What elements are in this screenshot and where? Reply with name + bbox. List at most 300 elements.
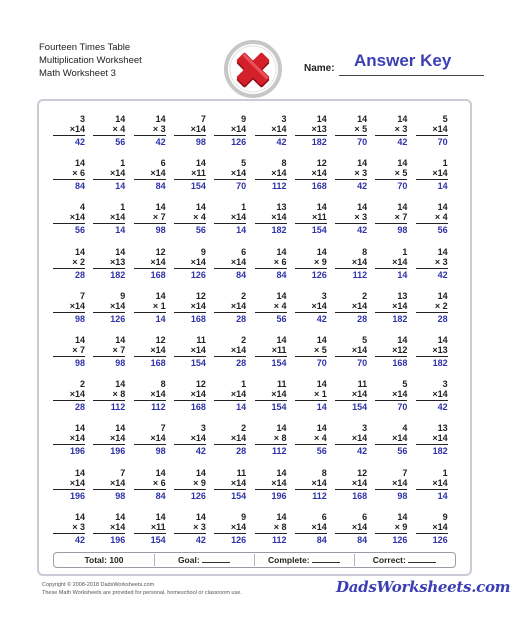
answer-rule	[255, 312, 287, 313]
problem	[255, 291, 287, 329]
multiplicand: 12	[195, 379, 206, 390]
answer: 196	[271, 490, 287, 501]
multiplicand: 1	[402, 246, 408, 257]
answer: 42	[397, 137, 408, 147]
answer: 42	[276, 137, 287, 147]
problem	[255, 512, 287, 550]
problem-grid	[39, 101, 470, 574]
problem	[134, 512, 166, 550]
answer: 42	[357, 181, 368, 192]
multiplier: ×14	[230, 212, 247, 223]
multiplicand: 13	[437, 423, 448, 434]
answer: 84	[155, 490, 166, 501]
answer-rule	[134, 356, 166, 357]
multiplicand: 14	[115, 511, 126, 522]
answer-key-label: Answer Key	[354, 51, 452, 70]
multiplier: ×14	[110, 212, 126, 223]
answer: 42	[437, 269, 448, 280]
answer-rule	[214, 400, 246, 401]
answer: 154	[271, 358, 287, 368]
multiplier: ×14	[69, 433, 85, 444]
problem	[255, 114, 287, 152]
multiplicand: 7	[402, 467, 408, 478]
complete-blank	[312, 553, 340, 563]
problem	[255, 468, 287, 506]
multiplicand: 4	[402, 423, 408, 434]
problem	[295, 291, 327, 329]
multiplier: ×14	[392, 256, 408, 267]
problem	[295, 423, 327, 461]
answer: 168	[150, 358, 166, 368]
problem	[53, 335, 85, 373]
multiplicand: 12	[357, 467, 368, 478]
multiplier: ×14	[271, 389, 287, 400]
answer: 112	[271, 181, 287, 192]
multiplicand: 2	[79, 379, 85, 390]
goal-label: Goal:	[177, 555, 200, 565]
answer-rule	[93, 356, 125, 357]
multiplier: ×14	[69, 124, 85, 134]
answer: 98	[155, 225, 166, 236]
multiplier: ×14	[392, 433, 408, 444]
multiplicand: 1	[120, 202, 126, 213]
multiplicand: 11	[276, 379, 287, 390]
problem	[375, 247, 407, 285]
multiplier: × 7	[72, 345, 85, 355]
answer-rule	[134, 400, 166, 401]
multiplicand: 3	[79, 114, 85, 124]
answer: 28	[357, 313, 368, 324]
multiplicand: 7	[160, 423, 166, 434]
multiplicand: 6	[241, 246, 247, 257]
answer-rule	[214, 356, 246, 357]
multiplier: × 7	[112, 345, 126, 355]
problem	[174, 247, 206, 285]
answer: 42	[437, 402, 448, 413]
answer: 14	[397, 269, 408, 280]
multiplier: ×13	[110, 256, 126, 267]
answer-rule	[93, 268, 125, 269]
answer-rule	[255, 444, 287, 445]
problem	[335, 158, 367, 196]
multiplicand: 14	[115, 335, 126, 345]
multiplier: ×14	[150, 345, 166, 355]
multiplier: × 4	[193, 212, 206, 223]
problem	[416, 247, 448, 285]
problem	[335, 512, 367, 550]
problem	[295, 379, 327, 417]
multiplicand: 14	[316, 379, 327, 390]
answer: 154	[271, 402, 287, 413]
problem	[53, 202, 85, 240]
answer-rule	[295, 356, 327, 357]
answer: 98	[155, 446, 166, 457]
answer-rule	[214, 312, 246, 313]
multiplier: × 6	[273, 256, 287, 267]
answer-rule	[93, 135, 125, 136]
answer-rule	[255, 356, 287, 357]
problem	[53, 158, 85, 196]
problem	[335, 291, 367, 329]
answer: 28	[74, 402, 85, 413]
answer-rule	[93, 489, 125, 490]
answer: 14	[437, 490, 448, 501]
answer-rule	[335, 400, 367, 401]
answer: 98	[397, 490, 408, 501]
answer: 168	[190, 402, 206, 413]
multiplier: ×14	[351, 345, 368, 355]
answer-rule	[255, 179, 287, 180]
problem	[214, 379, 246, 417]
multiplicand: 8	[362, 246, 368, 257]
multiplicand: 6	[362, 511, 368, 522]
answer: 14	[115, 181, 126, 192]
answer: 14	[316, 402, 327, 413]
multiplier: ×14	[230, 433, 247, 444]
answer: 126	[231, 534, 247, 545]
problem	[214, 202, 246, 240]
answer: 70	[357, 358, 368, 368]
problem	[174, 468, 206, 506]
answer: 56	[397, 446, 408, 457]
problem	[416, 114, 448, 152]
multiplicand: 14	[437, 290, 448, 301]
title-line-2: Multiplication Worksheet	[39, 55, 142, 66]
answer: 112	[352, 269, 368, 280]
answer: 56	[316, 446, 327, 457]
answer: 84	[236, 269, 247, 280]
answer: 196	[110, 534, 126, 545]
answer-rule	[375, 400, 407, 401]
problem	[375, 158, 407, 196]
multiplier: × 7	[394, 212, 408, 223]
answer-rule	[375, 533, 407, 534]
multiplicand: 3	[362, 423, 368, 434]
problem	[53, 291, 85, 329]
problem	[53, 247, 85, 285]
correct-blank	[408, 553, 436, 563]
multiplicand: 14	[115, 423, 126, 434]
answer: 154	[150, 534, 166, 545]
answer-rule	[134, 268, 166, 269]
answer-rule	[214, 179, 246, 180]
multiplier: ×13	[311, 124, 327, 134]
problem	[93, 247, 125, 285]
multiplier: ×14	[392, 477, 408, 488]
multiplier: × 3	[434, 256, 448, 267]
answer-rule	[53, 444, 85, 445]
answer: 196	[69, 446, 85, 457]
answer-rule	[134, 179, 166, 180]
multiplier: ×11	[312, 212, 327, 223]
multiplier: × 6	[152, 477, 166, 488]
answer: 98	[115, 490, 126, 501]
answer-rule	[375, 444, 407, 445]
answer-rule	[174, 135, 206, 136]
answer-rule	[335, 268, 367, 269]
multiplicand: 9	[241, 511, 247, 522]
multiplier: ×11	[191, 168, 206, 179]
answer-rule	[375, 356, 407, 357]
multiplicand: 9	[200, 246, 206, 257]
multiplier: ×14	[392, 389, 408, 400]
complete-field	[254, 553, 354, 567]
answer: 42	[155, 137, 166, 147]
multiplier: ×14	[150, 433, 166, 444]
answer-rule	[174, 223, 206, 224]
answer: 154	[190, 358, 206, 368]
multiplicand: 14	[155, 114, 166, 124]
multiplicand: 11	[236, 467, 247, 478]
multiplicand: 14	[276, 335, 287, 345]
multiplier: ×14	[190, 433, 206, 444]
answer-rule	[335, 135, 367, 136]
answer-rule	[53, 533, 85, 534]
problem	[335, 202, 367, 240]
problem	[255, 158, 287, 196]
multiplier: × 6	[72, 168, 85, 179]
multiplicand: 9	[120, 290, 126, 301]
answer-rule	[53, 400, 85, 401]
multiplicand: 14	[74, 158, 85, 169]
multiplier: ×14	[432, 521, 448, 532]
answer-rule	[375, 489, 407, 490]
answer-rule	[174, 444, 206, 445]
answer: 98	[115, 358, 126, 368]
answer: 56	[437, 225, 448, 236]
correct-label: Correct:	[372, 555, 406, 565]
answer: 126	[311, 269, 327, 280]
answer: 98	[397, 225, 408, 236]
title-line-3: Math Worksheet 3	[39, 68, 116, 79]
answer: 56	[115, 137, 126, 147]
answer-rule	[174, 489, 206, 490]
answer: 70	[357, 137, 368, 147]
multiplier: × 5	[314, 345, 327, 355]
multiplier: ×11	[271, 345, 287, 355]
answer-rule	[93, 179, 125, 180]
multiplier: × 5	[394, 168, 408, 179]
multiplicand: 14	[195, 467, 206, 478]
problem	[416, 291, 448, 329]
multiplicand: 6	[321, 511, 327, 522]
problem	[93, 468, 125, 506]
multiplicand: 14	[357, 202, 368, 213]
multiplicand: 2	[241, 335, 247, 345]
answer: 56	[74, 225, 85, 236]
answer-rule	[295, 223, 327, 224]
multiplier: ×14	[230, 345, 247, 355]
answer-rule	[416, 444, 448, 445]
answer: 168	[150, 269, 166, 280]
answer: 168	[190, 313, 206, 324]
multiplier: × 3	[394, 124, 408, 134]
problem	[335, 335, 367, 373]
answer-rule	[335, 489, 367, 490]
multiplier: ×14	[190, 124, 206, 134]
answer-rule	[335, 533, 367, 534]
multiplicand: 14	[357, 158, 368, 169]
problem	[93, 158, 125, 196]
answer: 28	[74, 269, 85, 280]
answer: 70	[397, 402, 408, 413]
answer: 112	[312, 490, 327, 501]
multiplicand: 14	[276, 246, 287, 257]
answer-rule	[335, 444, 367, 445]
problem	[416, 158, 448, 196]
problem	[375, 202, 407, 240]
answer: 56	[195, 225, 206, 236]
problem	[134, 247, 166, 285]
answer-rule	[174, 356, 206, 357]
answer: 98	[195, 137, 206, 147]
multiplier: ×14	[230, 168, 247, 179]
answer: 28	[236, 446, 247, 457]
problem	[174, 512, 206, 550]
problem	[93, 202, 125, 240]
multiplicand: 14	[195, 511, 206, 522]
problem	[416, 202, 448, 240]
problem	[255, 423, 287, 461]
answer-rule	[295, 533, 327, 534]
answer-rule	[53, 489, 85, 490]
multiplicand: 14	[74, 246, 85, 257]
problem	[174, 291, 206, 329]
multiplier: ×14	[351, 477, 368, 488]
multiplicand: 14	[74, 467, 85, 478]
multiplicand: 3	[321, 290, 327, 301]
total-label: Total: 100	[84, 555, 124, 565]
multiplier: × 3	[152, 124, 166, 134]
multiplicand: 14	[397, 511, 408, 522]
multiplicand: 14	[195, 202, 206, 213]
multiplicand: 14	[74, 511, 85, 522]
copyright-notice	[42, 581, 242, 597]
multiplicand: 14	[155, 511, 166, 522]
answer: 126	[432, 534, 448, 545]
answer-rule	[174, 179, 206, 180]
answer-rule	[134, 489, 166, 490]
multiplier: ×14	[190, 256, 206, 267]
answer-rule	[53, 356, 85, 357]
multiplier: × 3	[72, 521, 85, 532]
answer: 28	[236, 313, 247, 324]
answer: 182	[271, 225, 287, 236]
problem	[255, 202, 287, 240]
problem	[53, 468, 85, 506]
problem	[214, 158, 246, 196]
problem	[295, 158, 327, 196]
multiplicand: 14	[74, 335, 85, 345]
problem	[255, 335, 287, 373]
answer: 84	[316, 534, 327, 545]
problem	[134, 335, 166, 373]
multiplicand: 14	[276, 467, 287, 478]
copyright-line-2: These Math Worksheets are provided for personal, homeschool or classroom use.	[42, 590, 242, 596]
problem	[375, 423, 407, 461]
answer-rule	[174, 268, 206, 269]
problem	[53, 423, 85, 461]
problem	[375, 114, 407, 152]
multiplicand: 12	[155, 335, 166, 345]
answer-rule	[93, 400, 125, 401]
problem	[174, 423, 206, 461]
answer-rule	[134, 533, 166, 534]
problem	[93, 114, 125, 152]
answer-rule	[53, 223, 85, 224]
problem	[214, 512, 246, 550]
answer-rule	[416, 400, 448, 401]
problem	[375, 291, 407, 329]
name-field	[304, 51, 484, 78]
problem	[214, 114, 246, 152]
multiplier: ×14	[351, 300, 368, 311]
multiplicand: 14	[316, 423, 327, 434]
problem	[134, 158, 166, 196]
problem	[335, 468, 367, 506]
multiplicand: 14	[155, 202, 166, 213]
problem	[416, 512, 448, 550]
answer: 98	[74, 358, 85, 368]
problem	[295, 512, 327, 550]
multiplier: ×14	[432, 168, 448, 179]
multiplicand: 8	[281, 158, 287, 169]
multiplier: ×14	[69, 389, 85, 400]
answer: 42	[316, 313, 327, 324]
multiplier: ×14	[432, 433, 448, 444]
problem	[93, 335, 125, 373]
brand-logo[interactable]: DadsWorksheets.com	[336, 578, 511, 596]
multiplier: × 3	[193, 521, 206, 532]
multiplier: ×14	[230, 389, 247, 400]
problem	[93, 379, 125, 417]
multiplier: × 4	[434, 212, 448, 223]
multiplier: ×14	[150, 168, 166, 179]
multiplier: × 4	[314, 433, 327, 444]
multiplier: × 7	[152, 212, 166, 223]
answer: 112	[110, 402, 126, 413]
problem	[295, 114, 327, 152]
answer: 112	[271, 534, 287, 545]
multiplier: ×14	[230, 300, 247, 311]
multiplicand: 14	[195, 158, 206, 169]
answer-rule	[375, 179, 407, 180]
multiplicand: 2	[362, 290, 368, 301]
red-x-icon	[223, 39, 283, 99]
problem	[53, 379, 85, 417]
score-footer	[53, 552, 456, 568]
answer-rule	[53, 135, 85, 136]
answer: 154	[190, 181, 206, 192]
answer-rule	[416, 356, 448, 357]
answer-rule	[174, 312, 206, 313]
answer: 42	[74, 137, 85, 147]
multiplicand: 1	[241, 379, 247, 390]
answer-rule	[255, 533, 287, 534]
answer-rule	[93, 312, 125, 313]
answer-rule	[335, 356, 367, 357]
multiplier: × 9	[394, 521, 408, 532]
problem	[174, 335, 206, 373]
answer: 112	[151, 402, 166, 413]
answer: 126	[231, 137, 247, 147]
problem	[295, 202, 327, 240]
multiplicand: 3	[200, 423, 206, 434]
copyright-line-1: Copyright © 2008-2018 DadsWorksheets.com	[42, 582, 155, 588]
answer-rule	[255, 135, 287, 136]
problem	[335, 114, 367, 152]
multiplicand: 14	[437, 202, 448, 213]
